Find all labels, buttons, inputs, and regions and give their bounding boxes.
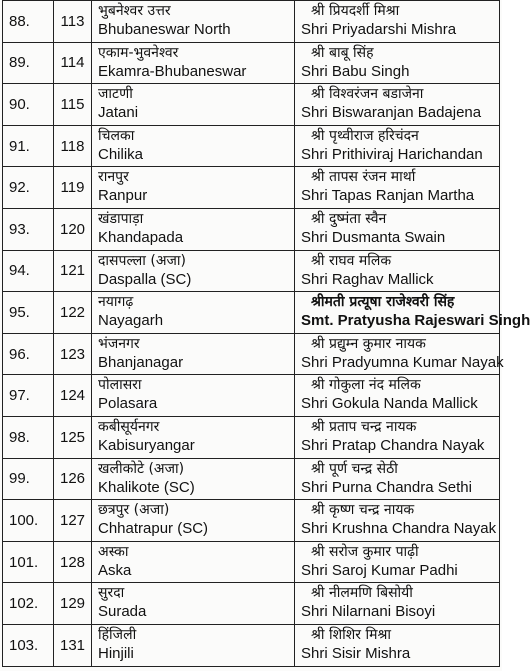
candidate-name-english: Shri Priyadarshi Mishra (301, 21, 457, 38)
serial-number: 97. (3, 375, 54, 417)
table-row (3, 167, 500, 209)
constituency-name-hindi: खलीकोटे (अजा) (98, 460, 185, 477)
constituency-number: 115 (54, 84, 92, 126)
candidate-cell (295, 375, 500, 417)
candidate-name-hindi: श्री कृष्ण चन्द्र नायक (311, 502, 415, 519)
constituency-cell (92, 541, 295, 583)
candidate-name-hindi: श्री गोकुला नंद मलिक (311, 377, 421, 394)
serial-number: 94. (3, 250, 54, 292)
constituency-number: 114 (54, 42, 92, 84)
table-row (3, 624, 500, 666)
table-row (3, 541, 500, 583)
candidate-name-hindi: श्री सरोज कुमार पाढ़ी (311, 543, 419, 560)
candidate-name-hindi: श्री बाबू सिंह (311, 44, 374, 61)
constituency-name-hindi: रानपुर (98, 169, 129, 186)
candidate-name-english: Shri Prithiviraj Harichandan (301, 145, 483, 163)
candidate-name-hindi: श्री विश्वरंजन बडाजेना (311, 86, 424, 103)
constituency-cell (92, 292, 295, 334)
constituency-name-hindi: चिलका (98, 127, 135, 144)
candidate-name-english: Shri Krushna Chandra Nayak (301, 520, 497, 538)
constituency-number: 119 (54, 167, 92, 209)
candidate-cell (295, 541, 500, 583)
constituency-cell (92, 42, 295, 84)
constituency-name-english: Khalikote (SC) (98, 478, 195, 496)
candidate-table-body (3, 1, 530, 667)
serial-number: 95. (3, 292, 54, 334)
table-row (3, 583, 500, 625)
table-row (3, 292, 500, 334)
candidate-name-hindi: श्री प्रद्युम्न कुमार नायक (311, 335, 426, 352)
constituency-name-hindi: कबीसूर्यनगर (98, 418, 160, 435)
table-row (3, 416, 500, 458)
candidate-name-hindi: श्री पूर्ण चन्द्र सेठी (311, 460, 398, 477)
table-row (3, 333, 500, 375)
constituency-number: 128 (54, 541, 92, 583)
constituency-name-hindi: हिंजिली (98, 626, 137, 643)
candidate-cell (295, 624, 500, 666)
candidate-name-hindi: श्री प्रताप चन्द्र नायक (311, 418, 417, 435)
constituency-number: 120 (54, 208, 92, 250)
candidate-cell (295, 42, 500, 84)
constituency-cell (92, 624, 295, 666)
serial-number: 101. (3, 541, 54, 583)
constituency-name-english: Ranpur (98, 187, 148, 205)
constituency-number: 113 (54, 1, 92, 43)
table-row (3, 208, 500, 250)
constituency-name-hindi: खंडापाड़ा (98, 210, 144, 227)
serial-number: 102. (3, 583, 54, 625)
table-row (3, 375, 500, 417)
candidate-cell (295, 167, 500, 209)
candidate-name-english: Shri Purna Chandra Sethi (301, 478, 472, 496)
constituency-name-english: Ekamra-Bhubaneswar (98, 62, 247, 80)
candidate-name-hindi: श्री नीलमणि बिसोयी (311, 585, 413, 602)
constituency-number: 125 (54, 416, 92, 458)
candidate-name-english: Shri Nilarnani Bisoyi (301, 603, 436, 621)
candidate-name-english: Shri Saroj Kumar Padhi (301, 561, 458, 579)
candidate-name-english: Shri Sisir Mishra (301, 644, 411, 662)
table-row (3, 458, 500, 500)
constituency-name-english: Hinjili (98, 644, 134, 662)
constituency-name-hindi: भंजनगर (98, 335, 140, 352)
constituency-name-hindi: सुरदा (98, 585, 125, 602)
constituency-number: 129 (54, 583, 92, 625)
constituency-name-english: Bhubaneswar North (98, 21, 231, 38)
serial-number: 89. (3, 42, 54, 84)
candidate-name-hindi: श्री प्रियदर्शी मिश्रा (311, 3, 400, 19)
candidate-cell (295, 208, 500, 250)
table-row (3, 1, 500, 43)
table-row (3, 500, 500, 542)
serial-number: 88. (3, 1, 54, 43)
constituency-cell (92, 375, 295, 417)
candidate-name-hindi: श्री शिशिर मिश्रा (311, 626, 391, 643)
candidate-name-english: Shri Dusmanta Swain (301, 228, 446, 246)
candidate-cell (295, 416, 500, 458)
candidate-name-hindi: श्री पृथ्वीराज हरिचंदन (311, 127, 419, 144)
candidate-cell (295, 292, 530, 334)
candidate-cell (295, 333, 504, 375)
constituency-cell (92, 458, 295, 500)
constituency-name-english: Polasara (98, 395, 158, 413)
constituency-name-english: Chhatrapur (SC) (98, 520, 209, 538)
constituency-name-hindi: अस्का (98, 543, 129, 560)
candidate-name-hindi: श्रीमती प्रत्यूषा राजेश्वरी सिंह (311, 294, 455, 311)
table-row (3, 84, 500, 126)
candidate-name-hindi: श्री तापस रंजन मार्था (311, 169, 416, 186)
candidate-name-english: Shri Raghav Mallick (301, 270, 434, 288)
constituency-name-english: Surada (98, 603, 147, 621)
constituency-number: 127 (54, 500, 92, 542)
serial-number: 98. (3, 416, 54, 458)
serial-number: 100. (3, 500, 54, 542)
serial-number: 92. (3, 167, 54, 209)
candidate-name-hindi: श्री राघव मलिक (311, 252, 392, 269)
constituency-cell (92, 583, 295, 625)
constituency-name-english: Nayagarh (98, 312, 164, 330)
candidate-cell (295, 125, 500, 167)
constituency-name-english: Jatani (98, 104, 139, 122)
candidate-name-hindi: श्री दुष्मंता स्वैन (311, 210, 387, 227)
candidate-name-english: Shri Gokula Nanda Mallick (301, 395, 478, 413)
serial-number: 96. (3, 333, 54, 375)
candidate-name-english: Shri Pratap Chandra Nayak (301, 436, 485, 454)
constituency-name-hindi: पोलासरा (98, 377, 142, 394)
candidate-cell (295, 458, 500, 500)
constituency-name-hindi: दासपल्ला (अजा) (98, 252, 186, 269)
constituency-name-hindi: छत्रपुर (अजा) (98, 502, 170, 519)
constituency-number: 118 (54, 125, 92, 167)
constituency-cell (92, 167, 295, 209)
candidate-cell (295, 500, 500, 542)
constituency-cell (92, 333, 295, 375)
constituency-number: 124 (54, 375, 92, 417)
constituency-number: 123 (54, 333, 92, 375)
constituency-number: 121 (54, 250, 92, 292)
candidate-cell (295, 84, 500, 126)
constituency-name-hindi: जाटणी (98, 86, 133, 103)
serial-number: 99. (3, 458, 54, 500)
constituency-name-english: Khandapada (98, 228, 184, 246)
table-row (3, 250, 500, 292)
serial-number: 103. (3, 624, 54, 666)
candidate-cell (295, 1, 500, 43)
constituency-number: 131 (54, 624, 92, 666)
candidate-cell (295, 250, 500, 292)
constituency-name-english: Kabisuryangar (98, 436, 195, 454)
constituency-name-hindi: भुबनेश्वर उत्तर (98, 3, 171, 19)
constituency-cell (92, 250, 295, 292)
candidate-name-english: Smt. Pratyusha Rajeswari Singh (301, 312, 530, 330)
constituency-cell (92, 416, 295, 458)
constituency-cell (92, 125, 295, 167)
constituency-name-english: Daspalla (SC) (98, 270, 192, 288)
constituency-cell (92, 500, 295, 542)
constituency-number: 122 (54, 292, 92, 334)
serial-number: 93. (3, 208, 54, 250)
table-row (3, 42, 500, 84)
table-row (3, 125, 500, 167)
constituency-name-hindi: नयागढ़ (98, 294, 134, 311)
candidate-table (2, 0, 530, 667)
constituency-cell (92, 84, 295, 126)
constituency-number: 126 (54, 458, 92, 500)
constituency-name-english: Aska (98, 561, 132, 579)
candidate-name-english: Shri Tapas Ranjan Martha (301, 187, 475, 205)
candidate-name-english: Shri Pradyumna Kumar Nayak (301, 353, 504, 371)
serial-number: 90. (3, 84, 54, 126)
constituency-name-english: Bhanjanagar (98, 353, 184, 371)
candidate-name-english: Shri Biswaranjan Badajena (301, 104, 482, 122)
constituency-name-english: Chilika (98, 145, 144, 163)
serial-number: 91. (3, 125, 54, 167)
constituency-name-hindi: एकाम-भुवनेश्वर (98, 44, 179, 61)
candidate-cell (295, 583, 500, 625)
constituency-cell (92, 1, 295, 43)
constituency-cell (92, 208, 295, 250)
candidate-name-english: Shri Babu Singh (301, 62, 410, 80)
